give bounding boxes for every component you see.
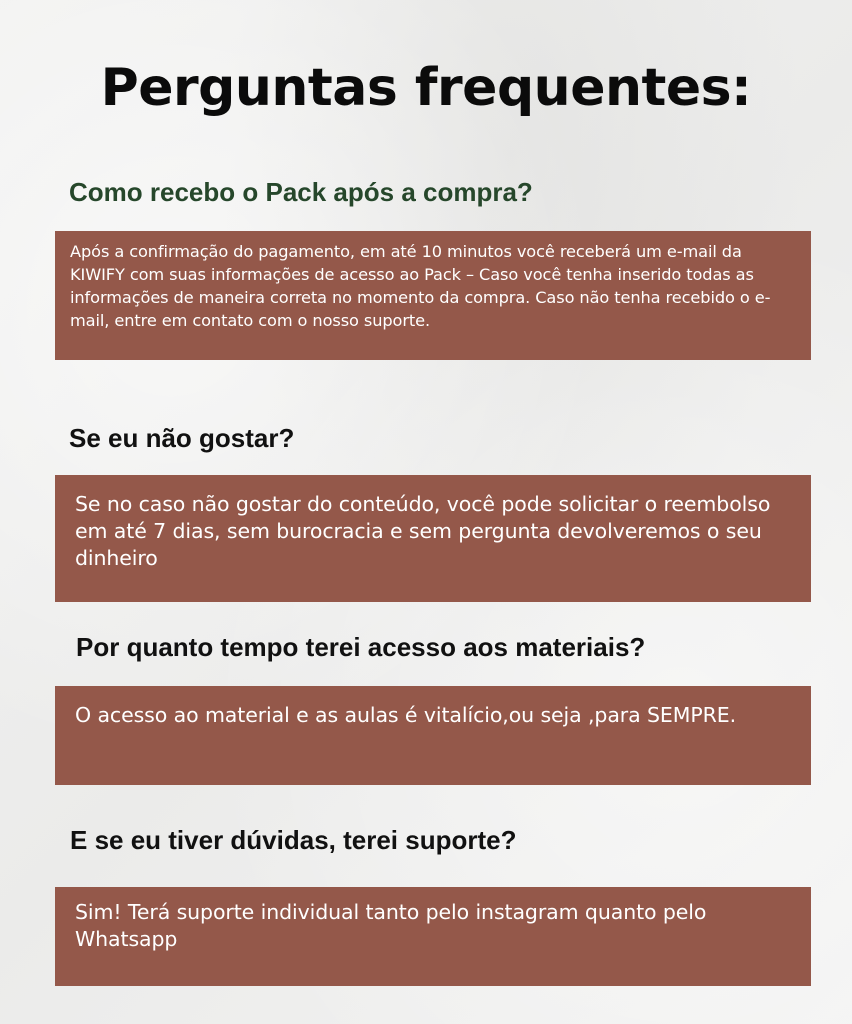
page-title: Perguntas frequentes: — [100, 58, 752, 118]
faq-answer-support: Sim! Terá suporte individual tanto pelo instagram quanto pelo Whatsapp — [75, 900, 707, 951]
faq-answer-box-receive-pack — [55, 231, 811, 360]
faq-question-support: E se eu tiver dúvidas, terei suporte? — [70, 825, 517, 855]
faq-answer-receive-pack: Após a confirmação do pagamento, em até 10 minutos você receberá um e-mail da KIWIFY com suas informações de acesso ao Pack – Caso você tenha inserido todas as informações de maneira correta no momento da compra. Caso não tenha recebido o e-mail, entre em contato com o nosso suporte. — [70, 242, 771, 330]
faq-answer-box-access-duration — [55, 686, 811, 785]
faq-answer-box-support — [55, 887, 811, 986]
faq-answer-refund: Se no caso não gostar do conteúdo, você pode solicitar o reembolso em até 7 dias, sem burocracia e sem pergunta devolveremos o seu dinheiro — [75, 492, 771, 570]
faq-question-receive-pack: Como recebo o Pack após a compra? — [69, 177, 533, 207]
faq-answer-access-duration: O acesso ao material e as aulas é vitalício,ou seja ,para SEMPRE. — [75, 703, 737, 727]
faq-question-access-duration: Por quanto tempo terei acesso aos materiais? — [76, 632, 646, 662]
faq-answer-box-refund — [55, 475, 811, 602]
faq-question-refund: Se eu não gostar? — [69, 423, 295, 453]
